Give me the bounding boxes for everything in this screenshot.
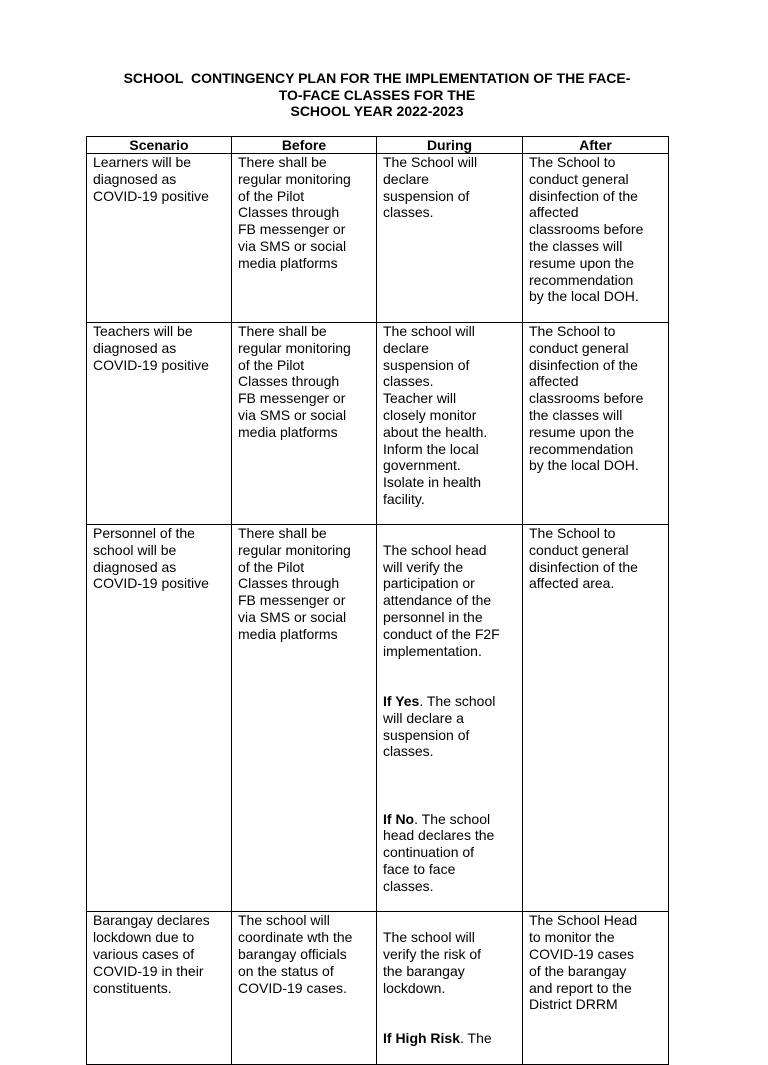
header-during: During: [377, 137, 523, 154]
cell-before: There shall be regular monitoring of the Pilot Classes through FB messenger or via SMS or social media platforms: [232, 154, 377, 323]
during-if-high-risk: [383, 1030, 517, 1047]
if-yes-text: . The school will declare a suspension of classes.: [383, 692, 496, 760]
if-high-risk-label: If High Risk: [383, 1029, 461, 1046]
document-title: [86, 70, 668, 120]
cell-scenario: Barangay declares lockdown due to various cases of COVID-19 in their constituents.: [87, 912, 232, 1064]
during-if-no: [383, 811, 517, 895]
cell-after: The School Head to monitor the COVID-19 cases of the barangay and report to the District DRRM: [523, 912, 669, 1064]
if-high-risk-text: . The: [460, 1029, 492, 1046]
table-row: [87, 323, 669, 525]
header-scenario: Scenario: [87, 137, 232, 154]
contingency-plan-table: [86, 136, 669, 1065]
table-row: [87, 154, 669, 323]
if-yes-label: If Yes: [383, 692, 420, 709]
table-row: [87, 912, 669, 1064]
cell-scenario: Learners will be diagnosed as COVID-19 positive: [87, 154, 232, 323]
during-intro: The school head will verify the participation or attendance of the personnel in the conduct of the F2F implementation.: [383, 541, 500, 659]
cell-during: [377, 912, 523, 1064]
table-row: [87, 525, 669, 912]
cell-before: There shall be regular monitoring of the Pilot Classes through FB messenger or via SMS or social media platforms: [232, 525, 377, 912]
cell-after: The School to conduct general disinfection of the affected classrooms before the classes will resume upon the recommendation by the local DOH.: [523, 323, 669, 525]
cell-during: The school will declare suspension of classes. Teacher will closely monitor about the health. Inform the local government. Isolate in health facility.: [377, 323, 523, 525]
cell-before: There shall be regular monitoring of the Pilot Classes through FB messenger or via SMS or social media platforms: [232, 323, 377, 525]
during-if-yes: [383, 693, 517, 760]
if-no-label: If No: [383, 810, 415, 827]
header-before: Before: [232, 137, 377, 154]
during-intro: The school will verify the risk of the barangay lockdown.: [383, 929, 482, 996]
table-header-row: [87, 137, 669, 154]
cell-after: The School to conduct general disinfection of the affected area.: [523, 525, 669, 912]
cell-scenario: Teachers will be diagnosed as COVID-19 positive: [87, 323, 232, 525]
cell-after: The School to conduct general disinfection of the affected classrooms before the classes will resume upon the recommendation by the local DOH.: [523, 154, 669, 323]
cell-during: The School will declare suspension of classes.: [377, 154, 523, 323]
title-line-1: SCHOOL CONTINGENCY PLAN FOR THE IMPLEMENTATION OF THE FACE-: [123, 70, 631, 86]
cell-before: The school will coordinate wth the barangay officials on the status of COVID-19 cases.: [232, 912, 377, 1064]
cell-during: [377, 525, 523, 912]
title-line-3: SCHOOL YEAR 2022-2023: [290, 103, 464, 119]
header-after: After: [523, 137, 669, 154]
title-line-2: TO-FACE CLASSES FOR THE: [278, 86, 476, 103]
if-no-text: . The school head declares the continuation of face to face classes.: [383, 810, 495, 894]
cell-scenario: Personnel of the school will be diagnosed as COVID-19 positive: [87, 525, 232, 912]
